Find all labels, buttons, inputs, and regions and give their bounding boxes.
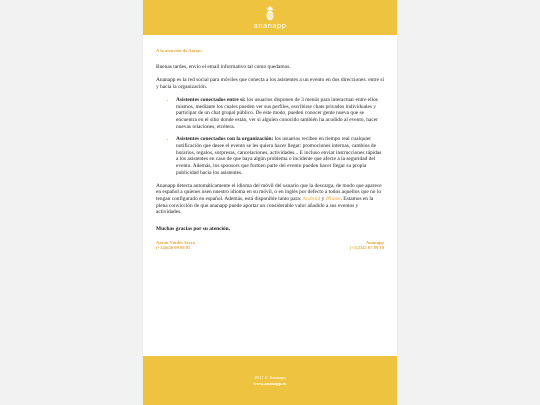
feature-title: Asistentes conectados entre sí: (176, 96, 246, 103)
iphone-link[interactable]: iPhone (325, 195, 341, 202)
email-body (143, 35, 397, 251)
greeting-paragraph: Buenas tardes, envío el email informativo tal como quedamos. (156, 63, 291, 70)
sender-name: Aaron Viudes Serra (156, 239, 195, 245)
recipient-line: A la atención de Aaron: (156, 48, 203, 53)
copyright-text: 2017 © Ananapp (254, 374, 286, 380)
closing-paragraph (156, 183, 384, 217)
feature-text: los usuarios reciben en tiempo real cualquier notificación que desee el evento se les quiera hacer llegar: promociones internas, cambios de horarios, regalos, sorpresas, cancelaciones, actividades... E incluso enviar instrucciones rápidas a los asistentes en caso de que haya algún problema o incidente que afecte a la seguridad del evento. Además, los sponsors que formen parte del evento pueden hacer llegar su propia publicidad hacia los asistentes. (176, 136, 382, 176)
closing-text: Ananapp detecta automáticamente el idioma del móvil del usuario que la descarga, de modo que aparece en español a quienes usen nuestro idioma en su móvil, o en inglés por defecto a todos aquellos que no lo tengan configurado en español. Además, está disponible tanto para: (156, 182, 382, 202)
email-footer (143, 356, 397, 405)
and-text: y (320, 195, 326, 202)
sender-phone[interactable]: (+34)626 09 86 05 (156, 245, 191, 251)
feature-text: los usuarios disponen de 3 menús para interactuar entre ellos mismos, mediante los cuales pueden ver sus perfiles, escribirse chats privados individuales y participar de un chat grupal público. De este modo, pueden conocer gente nueva que se encuentra en el sitio donde están, ver si alguien conocido también ha acudido al evento, hacer nuevas relaciones, etcétera. (176, 96, 378, 130)
pineapple-icon (264, 5, 276, 21)
feature-list (156, 97, 384, 177)
website-link[interactable]: www.ananapp.es (253, 380, 287, 386)
feature-title: Asistentes conectados con la organización: (176, 136, 274, 143)
email-header (143, 0, 397, 35)
android-link[interactable]: Android (302, 195, 321, 202)
feature-item (176, 136, 384, 176)
company-phone[interactable]: (+1)2345 67 89 10 (349, 245, 384, 251)
signature-left (156, 240, 195, 251)
company-name: Ananapp (365, 239, 384, 245)
closing-text-end: . Estamos en la plena convicción de que ananapp puede aportar un considerable valor añadido a sus eventos y actividades. (156, 195, 374, 216)
email-page (143, 0, 397, 405)
intro-paragraph: Ananapp es la red social para móviles que conecta a los asistentes a un evento en dos direcciones: entre sí y hacia la organización. (156, 76, 384, 90)
signature-block (156, 240, 384, 251)
brand-name: ananapp (253, 22, 287, 30)
signature-right (350, 240, 384, 251)
feature-item (176, 97, 384, 131)
thanks-line: Muchas gracias por su atención, (156, 226, 231, 233)
